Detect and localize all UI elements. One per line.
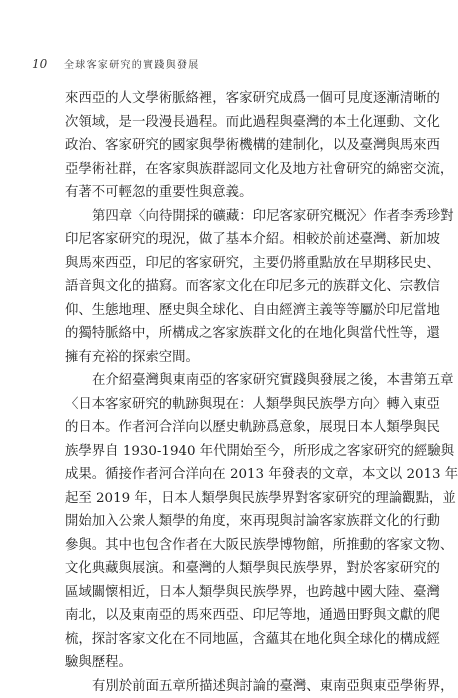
text-line: 擁有充裕的探索空間。 — [65, 346, 417, 370]
text-line: 起至 2019 年，日本人類學與民族學界對客家研究的理論觀點，並 — [65, 487, 417, 511]
text-line: 語音與文化的描寫。而客家文化在印尼多元的族群文化、宗教信 — [65, 275, 417, 299]
paragraph — [65, 369, 417, 675]
page-header — [32, 56, 200, 72]
text-line: 族學界自 1930-1940 年代開始至今，所形成之客家研究的經驗與 — [65, 440, 417, 464]
paragraph — [65, 675, 417, 698]
text-line: 第四章〈向待開採的礦藏：印尼客家研究概況〉作者李秀珍對 — [65, 205, 417, 229]
text-line: 成果。循接作者河合洋向在 2013 年發表的文章，本文以 2013 年 — [65, 463, 417, 487]
text-line: 驗與歷程。 — [65, 651, 417, 675]
text-line: 的日本。作者河合洋向以歷史軌跡爲意象，展現日本人類學與民 — [65, 416, 417, 440]
text-line: 有別於前面五章所描述與討論的臺灣、東南亞與東亞學術界， — [65, 675, 417, 698]
text-line: 文化典藏與展演。和臺灣的人類學與民族學界，對於客家研究的 — [65, 557, 417, 581]
running-title: 全球客家研究的實踐與發展 — [64, 56, 200, 71]
text-line: 在介紹臺灣與東南亞的客家研究實踐與發展之後，本書第五章 — [65, 369, 417, 393]
text-line: 〈日本客家研究的軌跡與現在：人類學與民族學方向〉轉入東亞 — [65, 393, 417, 417]
text-line: 的獨特脈絡中，所構成之客家族群文化的在地化與當代性等，還 — [65, 322, 417, 346]
text-line: 與馬來西亞，印尼的客家研究，主要仍將重點放在早期移民史、 — [65, 252, 417, 276]
text-line: 梳，探討客家文化在不同地區，含蘊其在地化與全球化的構成經 — [65, 628, 417, 652]
text-line: 政治、客家研究的國家與學術機構的建制化，以及臺灣與馬來西 — [65, 134, 417, 158]
text-line: 開始加入公衆人類學的角度，來再現與討論客家族群文化的行動 — [65, 510, 417, 534]
text-line: 印尼客家研究的現況，做了基本介紹。相較於前述臺灣、新加坡 — [65, 228, 417, 252]
page-number: 10 — [32, 57, 64, 71]
text-line: 仰、生態地理、歷史與全球化、自由經濟主義等等屬於印尼當地 — [65, 299, 417, 323]
body-text — [65, 87, 417, 698]
text-line: 有著不可輕忽的重要性與意義。 — [65, 181, 417, 205]
text-line: 亞學術社群，在客家與族群認同文化及地方社會研究的綿密交流， — [65, 158, 417, 182]
text-line: 南北，以及東南亞的馬來西亞、印尼等地，通過田野與文獻的爬 — [65, 604, 417, 628]
text-line: 區域關懷相近，日本人類學與民族學界，也跨越中國大陸、臺灣 — [65, 581, 417, 605]
text-line: 次領域，是一段漫長過程。而此過程與臺灣的本土化運動、文化 — [65, 111, 417, 135]
paragraph — [65, 87, 417, 205]
text-line: 來西亞的人文學術脈絡裡，客家研究成爲一個可見度逐漸清晰的 — [65, 87, 417, 111]
paragraph — [65, 205, 417, 370]
text-line: 參與。其中也包含作者在大阪民族學博物館，所推動的客家文物、 — [65, 534, 417, 558]
